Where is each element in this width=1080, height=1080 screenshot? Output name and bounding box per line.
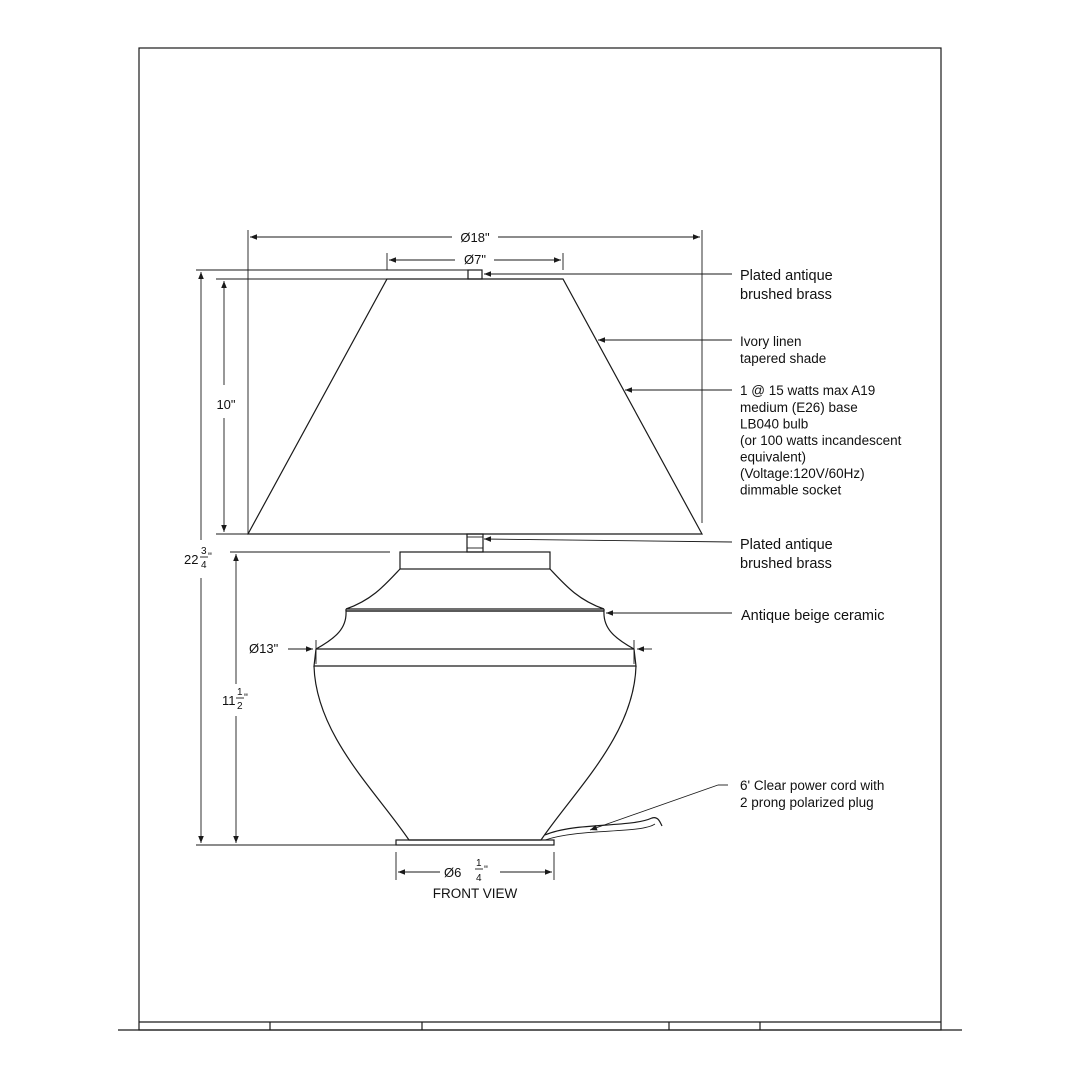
callout-shade: Ivory linen tapered shade	[740, 334, 827, 366]
base-shoulder	[346, 569, 604, 609]
base-body	[314, 666, 636, 840]
callout-cord: 6' Clear power cord with 2 prong polarized plug	[740, 778, 885, 810]
svg-text:1: 1	[476, 858, 482, 869]
lamp-shade	[248, 279, 702, 534]
lamp-front-view	[248, 270, 702, 845]
finial	[468, 270, 482, 279]
dim-overall-height	[184, 546, 212, 571]
base-cap	[400, 552, 550, 569]
callout-finial: Plated antique brushed brass	[740, 268, 833, 303]
power-cord	[545, 818, 662, 835]
svg-text:4: 4	[476, 873, 482, 884]
base-midsection	[316, 611, 634, 649]
view-caption: FRONT VIEW	[432, 886, 518, 901]
svg-text:4: 4	[201, 560, 207, 571]
svg-text:2: 2	[237, 701, 243, 712]
svg-text:11: 11	[222, 693, 236, 708]
svg-text:Ø6: Ø6	[444, 865, 462, 880]
callouts	[484, 268, 905, 830]
dimensions	[184, 230, 702, 901]
svg-text:1: 1	[237, 687, 243, 698]
dim-shade-bottom-diameter: Ø18"	[460, 230, 490, 245]
callout-body: Antique beige ceramic	[741, 608, 885, 624]
svg-text:": "	[208, 551, 212, 563]
callout-bulb: 1 @ 15 watts max A19 medium (E26) base LB040 bulb (or 100 watts incandescent equivalent) (Voltage:120V/60Hz) dimmable socket	[740, 383, 902, 498]
svg-text:": "	[244, 692, 248, 704]
dim-shade-top-diameter: Ø7"	[464, 252, 486, 267]
callout-neck: Plated antique brushed brass	[740, 537, 833, 572]
dim-foot-diameter	[444, 858, 488, 884]
dim-shade-height: 10"	[216, 397, 236, 412]
svg-text:22: 22	[184, 552, 199, 567]
svg-text:": "	[484, 864, 488, 876]
dim-base-height	[222, 687, 248, 712]
svg-text:3: 3	[201, 546, 207, 557]
dim-body-diameter: Ø13"	[249, 641, 279, 656]
base-foot	[396, 840, 554, 845]
